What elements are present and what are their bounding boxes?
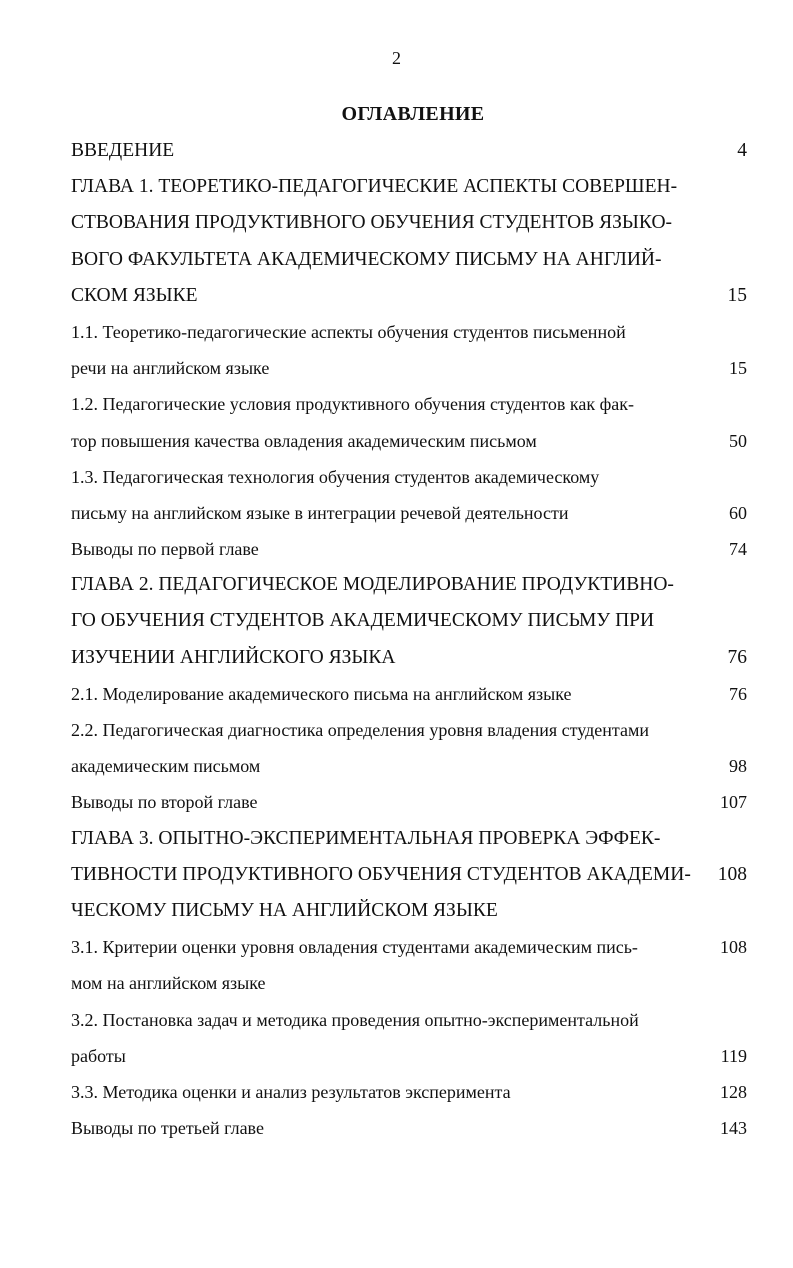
toc-line — [71, 205, 747, 241]
toc-line — [71, 1002, 747, 1038]
toc-line-text: ЧЕСКОМУ ПИСЬМУ НА АНГЛИЙСКОМ ЯЗЫКЕ — [71, 899, 498, 921]
toc-line — [71, 423, 747, 459]
toc-page-number: 4 — [737, 140, 747, 161]
toc-page-number: 108 — [717, 863, 747, 885]
toc-line-text: ТИВНОСТИ ПРОДУКТИВНОГО ОБУЧЕНИЯ СТУДЕНТОВ АКАДЕМИ- — [71, 863, 691, 885]
toc-line — [71, 278, 747, 314]
toc-line — [71, 1038, 747, 1074]
toc-line-text: ИЗУЧЕНИИ АНГЛИЙСКОГО ЯЗЫКА — [71, 646, 396, 668]
toc-line — [71, 603, 747, 639]
toc-line — [71, 748, 747, 784]
toc-line-text: 2.2. Педагогическая диагностика определения уровня владения студентами — [71, 720, 650, 740]
toc-line — [71, 169, 747, 205]
toc-line — [71, 1074, 747, 1110]
page-number: 2 — [392, 48, 401, 68]
toc-line — [71, 314, 747, 350]
toc-page-number: 143 — [720, 1118, 747, 1139]
toc-line-text: 3.3. Методика оценки и анализ результатов эксперимента — [71, 1081, 511, 1102]
toc-line-text: мом на английском языке — [71, 973, 266, 994]
toc-line-text: тор повышения качества овладения академическим письмом — [71, 430, 537, 451]
toc-line-text: СТВОВАНИЯ ПРОДУКТИВНОГО ОБУЧЕНИЯ СТУДЕНТОВ ЯЗЫКО- — [71, 212, 673, 234]
toc-line — [71, 350, 747, 386]
toc-line — [71, 242, 747, 278]
toc-line — [71, 929, 747, 965]
toc-page-number: 50 — [729, 430, 747, 451]
toc-page-number: 128 — [720, 1081, 747, 1102]
toc-line-text: Выводы по третьей главе — [71, 1118, 264, 1139]
toc-line-text: ГЛАВА 1. ТЕОРЕТИКО-ПЕДАГОГИЧЕСКИЕ АСПЕКТЫ СОВЕРШЕН- — [71, 176, 678, 198]
toc-line-text: СКОМ ЯЗЫКЕ — [71, 284, 198, 306]
toc-line — [71, 784, 747, 820]
toc-line — [71, 965, 747, 1001]
toc-line-text: речи на английском языке — [71, 358, 270, 379]
toc-page-number: 74 — [729, 539, 747, 560]
toc-page-number: 119 — [720, 1045, 747, 1066]
toc-line — [71, 640, 747, 676]
toc-line — [71, 821, 747, 857]
toc-line — [71, 676, 747, 712]
toc-line-text: письму на английском языке в интеграции речевой деятельности — [71, 502, 569, 523]
toc-page-number: 107 — [720, 792, 747, 813]
toc-line-text: 3.1. Критерии оценки уровня овладения студентами академическим пись- — [71, 937, 638, 958]
toc-line — [71, 893, 747, 929]
toc-line-text: ГЛАВА 3. ОПЫТНО-ЭКСПЕРИМЕНТАЛЬНАЯ ПРОВЕРКА ЭФФЕК- — [71, 827, 661, 849]
toc-line-text: ВОГО ФАКУЛЬТЕТА АКАДЕМИЧЕСКОМУ ПИСЬМУ НА АНГЛИЙ- — [71, 248, 662, 270]
toc-line — [71, 386, 747, 422]
table-of-contents — [71, 133, 747, 1146]
toc-title: ОГЛАВЛЕНИЕ — [341, 103, 485, 125]
toc-line — [71, 1110, 747, 1146]
toc-line — [71, 459, 747, 495]
toc-page-number: 76 — [727, 646, 747, 668]
toc-line-text: ГО ОБУЧЕНИЯ СТУДЕНТОВ АКАДЕМИЧЕСКОМУ ПИСЬМУ ПРИ — [71, 610, 655, 632]
toc-page-number: 108 — [720, 937, 747, 958]
toc-page-number: 76 — [729, 683, 747, 704]
toc-line — [71, 531, 747, 567]
toc-line-text: ГЛАВА 2. ПЕДАГОГИЧЕСКОЕ МОДЕЛИРОВАНИЕ ПРОДУКТИВНО- — [71, 574, 674, 596]
toc-line — [71, 857, 747, 893]
toc-line — [71, 133, 747, 169]
toc-line-text: 3.2. Постановка задач и методика проведения опытно-экспериментальной — [71, 1009, 639, 1030]
toc-line-text: работы — [71, 1045, 126, 1066]
toc-line-text: Выводы по второй главе — [71, 792, 258, 813]
toc-line-text: ВВЕДЕНИЕ — [71, 140, 175, 161]
toc-page-number: 15 — [729, 358, 747, 379]
toc-line-text: академическим письмом — [71, 756, 261, 777]
toc-line — [71, 495, 747, 531]
toc-line-text: Выводы по первой главе — [71, 539, 259, 560]
toc-page-number: 60 — [729, 502, 747, 523]
toc-line-text: 2.1. Моделирование академического письма на английском языке — [71, 683, 572, 704]
toc-line — [71, 567, 747, 603]
toc-line — [71, 712, 747, 748]
toc-line-text: 1.3. Педагогическая технология обучения студентов академическому — [71, 466, 600, 487]
toc-page-number: 15 — [727, 284, 747, 306]
toc-page-number: 98 — [729, 756, 747, 777]
toc-line-text: 1.1. Теоретико-педагогические аспекты обучения студентов письменной — [71, 321, 626, 342]
toc-line-text: 1.2. Педагогические условия продуктивного обучения студентов как фак- — [71, 394, 634, 415]
